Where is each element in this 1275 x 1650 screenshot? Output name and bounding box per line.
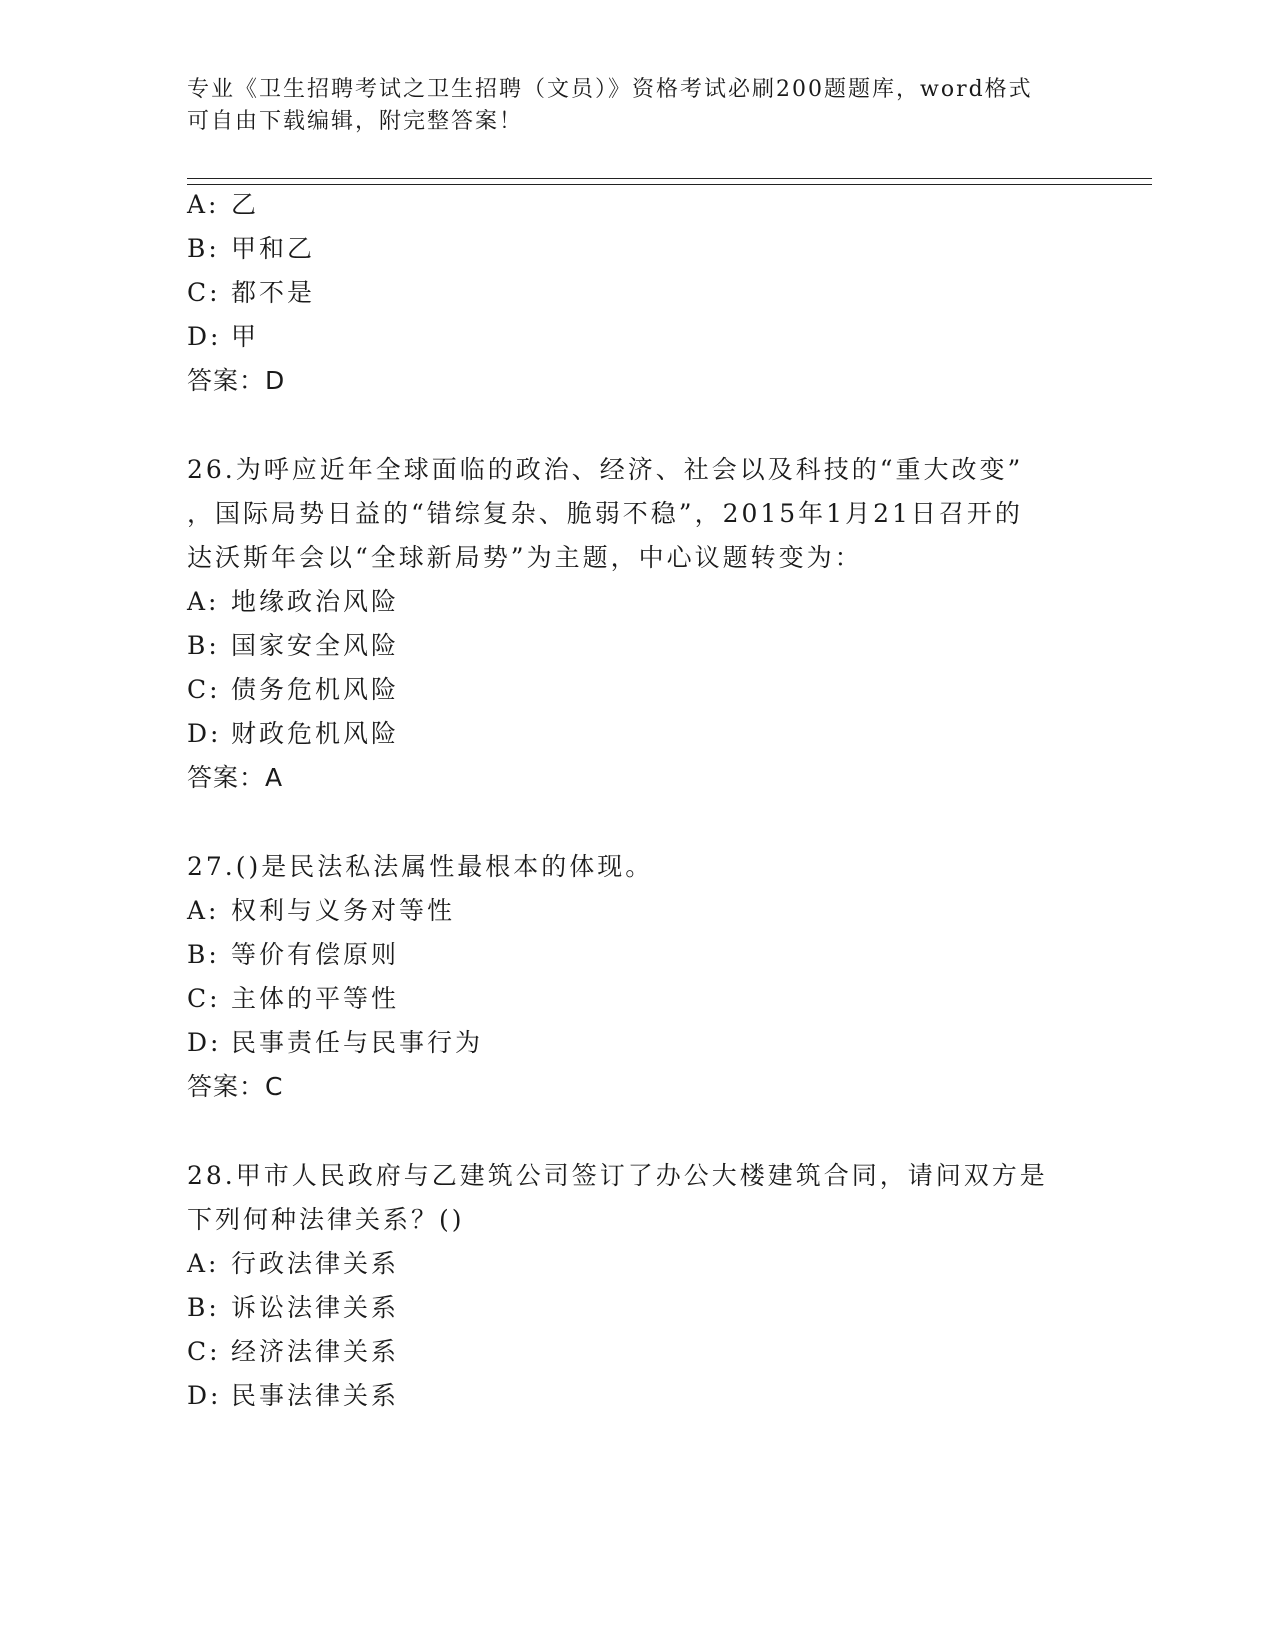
option-key: C: — [187, 278, 221, 307]
option-key: A: — [187, 190, 220, 219]
option-text: 国家安全风险 — [231, 631, 400, 660]
question-text-line: ，国际局势日益的“错综复杂、脆弱不稳”，2015年1月21日召开的 — [187, 499, 1023, 528]
option-key: B: — [187, 940, 220, 969]
option-key: D: — [187, 1381, 222, 1410]
option-text: 等价有偿原则 — [231, 940, 400, 969]
option-text: 行政法律关系 — [231, 1249, 400, 1278]
header-divider-top — [187, 178, 1152, 179]
option-b — [187, 234, 315, 264]
option-d — [187, 322, 259, 352]
question-text-line: 27.()是民法私法属性最根本的体现。 — [187, 852, 654, 881]
option-text: 甲和乙 — [231, 234, 316, 263]
option-text: 诉讼法律关系 — [231, 1293, 400, 1322]
answer-line: 答案：C — [187, 1072, 284, 1101]
option-c — [187, 278, 315, 308]
answer-line: 答案：A — [187, 763, 284, 792]
option-text: 甲 — [231, 322, 260, 351]
question-text-line: 26.为呼应近年全球面临的政治、经济、社会以及科技的“重大改变” — [187, 455, 1024, 484]
question-text-line: 达沃斯年会以“全球新局势”为主题，中心议题转变为： — [187, 543, 863, 572]
option-a — [187, 190, 259, 220]
document-header — [187, 74, 1087, 138]
option-text: 财政危机风险 — [231, 719, 400, 748]
option-key: A: — [187, 587, 220, 616]
option-text: 地缘政治风险 — [231, 587, 400, 616]
option-key: D: — [187, 322, 222, 351]
option-key: B: — [187, 631, 220, 660]
option-text: 主体的平等性 — [231, 984, 400, 1013]
option-d — [187, 1028, 483, 1058]
option-c — [187, 675, 399, 705]
option-b — [187, 940, 399, 970]
option-key: A: — [187, 896, 220, 925]
header-divider-bottom — [187, 184, 1152, 185]
option-d — [187, 1381, 399, 1411]
option-key: B: — [187, 1293, 220, 1322]
option-key: D: — [187, 1028, 222, 1057]
option-key: D: — [187, 719, 222, 748]
option-b — [187, 1293, 399, 1323]
option-text: 债务危机风险 — [231, 675, 400, 704]
option-d — [187, 719, 399, 749]
option-key: B: — [187, 234, 220, 263]
option-text: 民事法律关系 — [231, 1381, 400, 1410]
option-key: C: — [187, 984, 221, 1013]
option-text: 权利与义务对等性 — [231, 896, 456, 925]
option-a — [187, 896, 455, 926]
option-c — [187, 984, 399, 1014]
header-line-2: 可自由下载编辑，附完整答案！ — [187, 109, 524, 134]
option-key: C: — [187, 675, 221, 704]
header-line-1: 专业《卫生招聘考试之卫生招聘（文员）》资格考试必刷200题题库，word格式 — [187, 77, 1033, 102]
option-a — [187, 1249, 399, 1279]
option-text: 民事责任与民事行为 — [231, 1028, 484, 1057]
option-text: 乙 — [231, 190, 260, 219]
question-text-line: 下列何种法律关系？() — [187, 1205, 465, 1234]
option-key: A: — [187, 1249, 220, 1278]
option-text: 经济法律关系 — [231, 1337, 400, 1366]
option-c — [187, 1337, 399, 1367]
question-text-line: 28.甲市人民政府与乙建筑公司签订了办公大楼建筑合同，请问双方是 — [187, 1161, 1048, 1190]
option-key: C: — [187, 1337, 221, 1366]
option-text: 都不是 — [231, 278, 316, 307]
option-a — [187, 587, 399, 617]
answer-line: 答案：D — [187, 366, 286, 395]
option-b — [187, 631, 399, 661]
